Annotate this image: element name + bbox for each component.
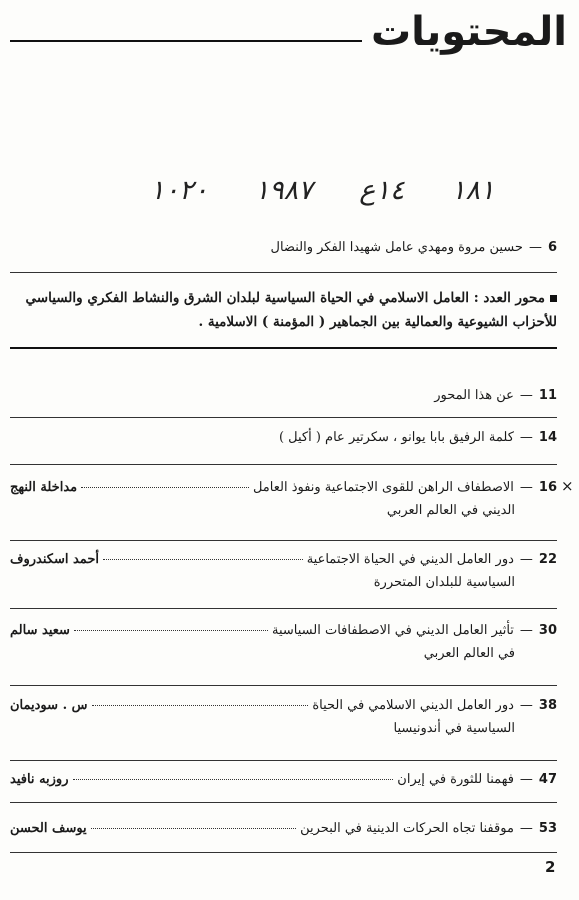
entry-title: دور العامل الديني الاسلامي في الحياة xyxy=(312,698,514,713)
entry-dash: — xyxy=(519,772,533,787)
entry-page-number: 16 xyxy=(538,480,557,495)
entry-page-number: 38 xyxy=(538,698,557,713)
page-title: المحتويات xyxy=(370,9,567,55)
handwritten-part: ١٠٢٠ xyxy=(150,175,209,206)
entry-page-number: 47 xyxy=(538,772,557,787)
toc-entry[interactable] xyxy=(10,480,557,518)
divider xyxy=(10,540,557,541)
entry-title-continued: في العالم العربي xyxy=(423,646,515,661)
axis-text: العامل الاسلامي في الحياة السياسية لبلدان الشرق والنشاط الفكري والسياسي للأحزاب الشيوعية والعمالية بين الجماهير ( المؤمنة ) الاسلامية . xyxy=(25,290,557,330)
issue-axis xyxy=(12,286,557,334)
toc-entry[interactable] xyxy=(10,552,557,590)
handwritten-note xyxy=(150,175,530,206)
entry-title: تأثير العامل الديني في الاصطفافات السياسية xyxy=(271,623,514,638)
toc-entry[interactable] xyxy=(10,698,557,736)
entry-title: موقفنا تجاه الحركات الدينية في البحرين xyxy=(300,821,514,836)
page-number: 2 xyxy=(545,858,556,876)
bullet-square-icon xyxy=(550,295,557,302)
entry-dash: — xyxy=(519,388,533,403)
entry-dash: — xyxy=(519,698,533,713)
divider xyxy=(10,802,557,803)
entry-author: أحمد اسكندروف xyxy=(10,552,99,567)
entry-title-continued: الديني في العالم العربي xyxy=(386,503,515,518)
entry-page-number: 22 xyxy=(538,552,557,567)
entry-title: دور العامل الديني في الحياة الاجتماعية xyxy=(306,552,514,567)
entry-dash: — xyxy=(519,430,533,445)
handwritten-part: ١٩٨٧ xyxy=(254,175,313,206)
divider xyxy=(10,760,557,761)
dot-leader xyxy=(73,779,394,780)
divider xyxy=(10,464,557,465)
dot-leader xyxy=(74,630,268,631)
entry-dash: — xyxy=(519,623,533,638)
entry-page-number: 14 xyxy=(538,430,557,445)
entry-dash: — xyxy=(519,480,533,495)
margin-mark: × xyxy=(561,477,574,495)
divider xyxy=(10,347,557,349)
handwritten-part: ١٤ع xyxy=(359,175,405,206)
entry-page-number: 11 xyxy=(538,388,557,403)
entry-author: مداخلة النهج xyxy=(10,480,78,495)
title-underline xyxy=(10,40,362,42)
entry-title: فهمنا للثورة في إيران xyxy=(397,772,514,787)
entry-title: الاصطفاف الراهن للقوى الاجتماعية ونفوذ العامل xyxy=(252,480,514,495)
toc-entry[interactable] xyxy=(10,430,557,445)
toc-entry[interactable] xyxy=(10,821,557,836)
entry-title-continued: السياسية للبلدان المتحررة xyxy=(373,575,515,590)
entry-author: س . سوديمان xyxy=(10,698,88,713)
entry-author: روزبه نافيد xyxy=(10,772,69,787)
divider xyxy=(10,417,557,418)
entry-title-continued: السياسية في أندونيسيا xyxy=(393,721,515,736)
toc-entry[interactable] xyxy=(10,772,557,787)
toc-entry[interactable] xyxy=(10,388,557,403)
entry-author: يوسف الحسن xyxy=(10,821,87,836)
entry-dash: — xyxy=(519,552,533,567)
entry-page-number: 30 xyxy=(538,623,557,638)
entry-title: عن هذا المحور xyxy=(434,388,514,403)
entry-title: حسين مروة ومهدي عامل شهيدا الفكر والنضال xyxy=(270,240,523,255)
dot-leader xyxy=(103,559,303,560)
entry-dash: — xyxy=(528,240,542,255)
entry-title: كلمة الرفيق بابا يوانو ، سكرتير عام ( أكيل ) xyxy=(278,430,514,445)
toc-entry[interactable] xyxy=(10,623,557,661)
handwritten-part: ١٨١ xyxy=(450,175,495,206)
divider xyxy=(10,272,557,273)
entry-dash: — xyxy=(519,821,533,836)
dot-leader xyxy=(81,487,249,488)
entry-author: سعيد سالم xyxy=(10,623,70,638)
entry-page-number: 53 xyxy=(538,821,557,836)
axis-label: محور العدد : xyxy=(473,290,545,306)
divider xyxy=(10,608,557,609)
dot-leader xyxy=(92,705,309,706)
divider xyxy=(10,685,557,686)
divider xyxy=(10,852,557,853)
entry-page-number: 6 xyxy=(547,240,557,255)
dot-leader xyxy=(91,828,296,829)
toc-entry[interactable] xyxy=(10,240,557,255)
